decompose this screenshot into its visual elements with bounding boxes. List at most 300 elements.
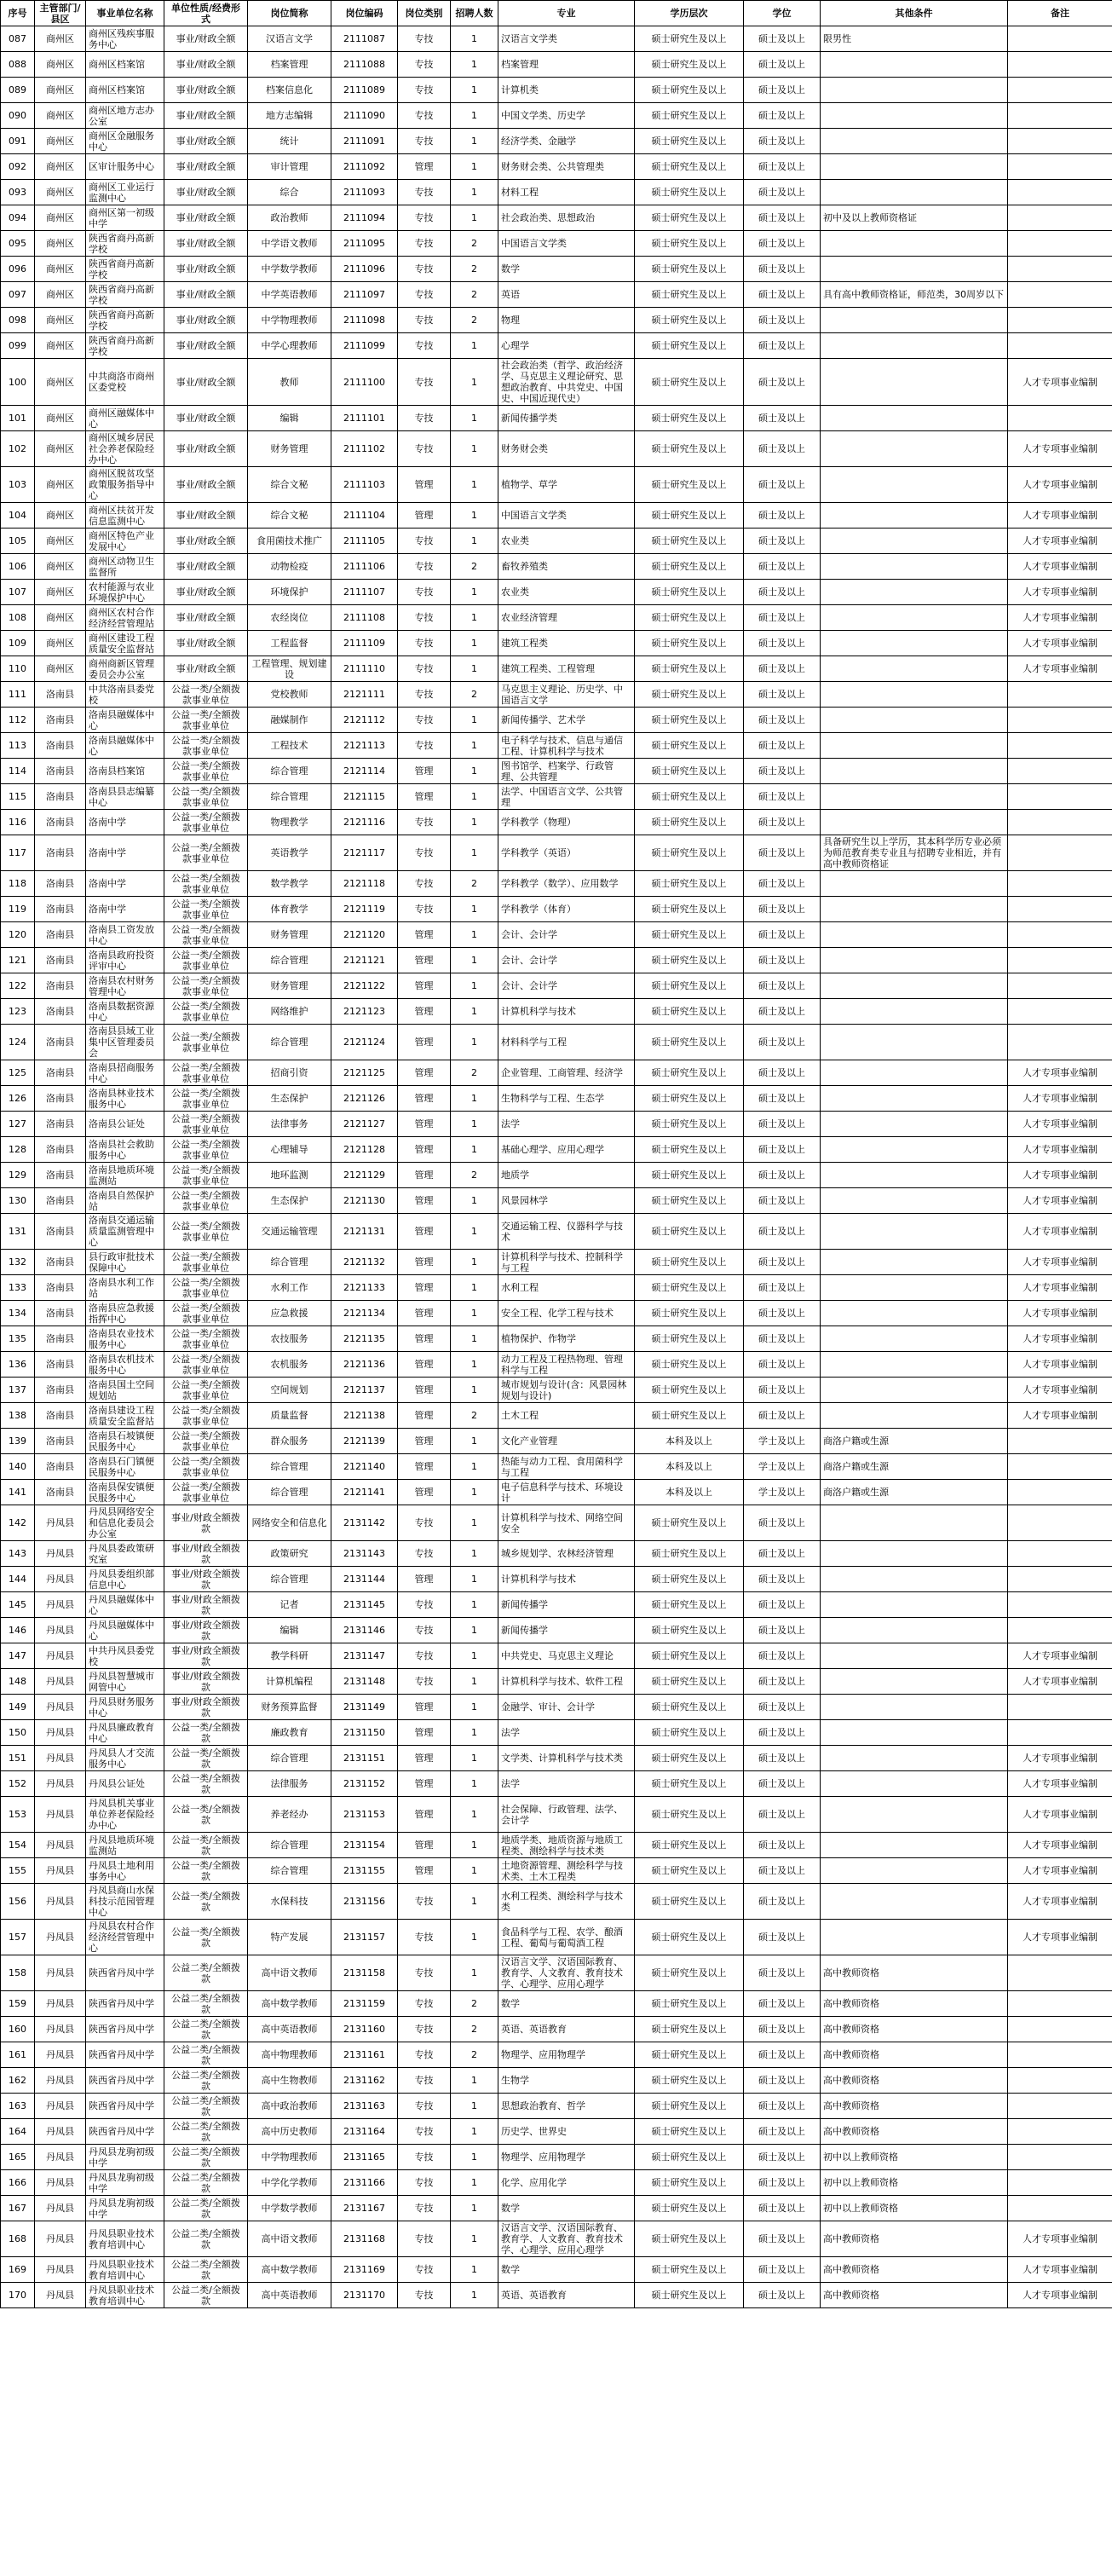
cell-post-name: 工程技术 xyxy=(248,733,331,759)
cell-post-category: 管理 xyxy=(398,1188,451,1214)
cell-post-category: 专技 xyxy=(398,810,451,835)
cell-post-code: 2121139 xyxy=(331,1429,398,1454)
cell-unit-nature: 公益二类/全额拨款 xyxy=(164,2221,248,2257)
cell-unit-nature: 事业/财政全额 xyxy=(164,257,248,282)
cell-department: 商州区 xyxy=(35,333,86,359)
cell-post-category: 专技 xyxy=(398,2094,451,2119)
cell-other-conditions: 高中教师资格 xyxy=(821,1955,1008,1991)
cell-hire-count: 1 xyxy=(451,154,498,180)
cell-hire-count: 1 xyxy=(451,1643,498,1669)
cell-hire-count: 1 xyxy=(451,1250,498,1275)
cell-department: 洛南县 xyxy=(35,1137,86,1163)
cell-post-category: 管理 xyxy=(398,1137,451,1163)
cell-post-name: 高中数学教师 xyxy=(248,2257,331,2283)
table-row xyxy=(1,2094,1112,2119)
cell-remarks: 人才专项事业编制 xyxy=(1008,1086,1112,1112)
cell-other-conditions xyxy=(821,308,1008,333)
cell-index: 161 xyxy=(1,2042,35,2068)
cell-unit-nature: 事业/财政全额 xyxy=(164,503,248,528)
cell-post-code: 2111099 xyxy=(331,333,398,359)
cell-post-code: 2111108 xyxy=(331,605,398,631)
cell-department: 洛南县 xyxy=(35,948,86,973)
table-row xyxy=(1,1643,1112,1669)
cell-index: 150 xyxy=(1,1720,35,1746)
cell-post-code: 2111091 xyxy=(331,129,398,154)
cell-other-conditions xyxy=(821,503,1008,528)
cell-other-conditions: 限男性 xyxy=(821,26,1008,52)
cell-degree: 硕士及以上 xyxy=(744,2017,821,2042)
cell-other-conditions xyxy=(821,948,1008,973)
table-row xyxy=(1,26,1112,52)
cell-remarks xyxy=(1008,333,1112,359)
cell-post-category: 专技 xyxy=(398,231,451,257)
cell-unit-nature: 事业/财政全额 xyxy=(164,154,248,180)
cell-unit-name: 丹凤县土地利用事务中心 xyxy=(86,1858,164,1884)
cell-hire-count: 2 xyxy=(451,2042,498,2068)
cell-hire-count: 1 xyxy=(451,999,498,1025)
cell-post-name: 心理辅导 xyxy=(248,1137,331,1163)
cell-hire-count: 1 xyxy=(451,2119,498,2145)
cell-remarks: 人才专项事业编制 xyxy=(1008,1771,1112,1797)
table-row xyxy=(1,2170,1112,2196)
table-row xyxy=(1,467,1112,503)
cell-remarks xyxy=(1008,871,1112,897)
cell-index: 148 xyxy=(1,1669,35,1695)
cell-post-code: 2111092 xyxy=(331,154,398,180)
cell-unit-nature: 事业/财政全额 xyxy=(164,52,248,78)
cell-remarks: 人才专项事业编制 xyxy=(1008,1858,1112,1884)
cell-degree: 硕士及以上 xyxy=(744,631,821,656)
cell-post-name: 中学物理教师 xyxy=(248,308,331,333)
cell-department: 商州区 xyxy=(35,656,86,682)
cell-hire-count: 1 xyxy=(451,2283,498,2308)
cell-index: 168 xyxy=(1,2221,35,2257)
cell-other-conditions: 具备研究生以上学历，其本科学历专业必须为师范教育类专业且与招聘专业相近，并有高中教师资格证 xyxy=(821,835,1008,871)
cell-post-category: 管理 xyxy=(398,1025,451,1060)
cell-post-code: 2121135 xyxy=(331,1326,398,1352)
cell-hire-count: 1 xyxy=(451,1884,498,1920)
cell-degree: 硕士及以上 xyxy=(744,999,821,1025)
cell-index: 143 xyxy=(1,1541,35,1567)
cell-post-code: 2111109 xyxy=(331,631,398,656)
cell-other-conditions xyxy=(821,154,1008,180)
cell-post-name: 廉政教育 xyxy=(248,1720,331,1746)
cell-hire-count: 1 xyxy=(451,1480,498,1505)
cell-major: 心理学 xyxy=(498,333,635,359)
cell-degree: 硕士及以上 xyxy=(744,1771,821,1797)
table-row xyxy=(1,1955,1112,1991)
cell-post-name: 综合管理 xyxy=(248,784,331,810)
cell-degree: 硕士及以上 xyxy=(744,180,821,205)
cell-major: 风景园林学 xyxy=(498,1188,635,1214)
cell-post-name: 中学语文教师 xyxy=(248,231,331,257)
cell-post-category: 专技 xyxy=(398,129,451,154)
table-row xyxy=(1,682,1112,708)
table-row xyxy=(1,503,1112,528)
cell-degree: 硕士及以上 xyxy=(744,103,821,129)
cell-unit-name: 丹凤县廉政教育中心 xyxy=(86,1720,164,1746)
cell-post-code: 2131169 xyxy=(331,2257,398,2283)
cell-post-code: 2131149 xyxy=(331,1695,398,1720)
cell-index: 102 xyxy=(1,431,35,467)
cell-unit-nature: 公益一类/全额拨款事业单位 xyxy=(164,897,248,922)
cell-unit-name: 洛南中学 xyxy=(86,871,164,897)
cell-other-conditions xyxy=(821,1618,1008,1643)
cell-index: 167 xyxy=(1,2196,35,2221)
cell-post-name: 综合管理 xyxy=(248,1833,331,1858)
cell-major: 水利工程 xyxy=(498,1275,635,1301)
cell-major: 汉语言文学、汉语国际教育、教育学、人文教育、教育技术学、心理学、应用心理学 xyxy=(498,2221,635,2257)
cell-department: 丹凤县 xyxy=(35,1618,86,1643)
table-row xyxy=(1,897,1112,922)
cell-education: 硕士研究生及以上 xyxy=(635,1669,744,1695)
cell-degree: 硕士及以上 xyxy=(744,708,821,733)
cell-other-conditions xyxy=(821,999,1008,1025)
cell-post-name: 生态保护 xyxy=(248,1188,331,1214)
cell-unit-name: 洛南县保安镇便民服务中心 xyxy=(86,1480,164,1505)
cell-degree: 硕士及以上 xyxy=(744,1643,821,1669)
cell-remarks xyxy=(1008,1955,1112,1991)
cell-education: 硕士研究生及以上 xyxy=(635,1618,744,1643)
table-row xyxy=(1,1112,1112,1137)
cell-department: 商州区 xyxy=(35,308,86,333)
cell-department: 商州区 xyxy=(35,78,86,103)
cell-degree: 硕士及以上 xyxy=(744,129,821,154)
cell-department: 商州区 xyxy=(35,52,86,78)
cell-degree: 硕士及以上 xyxy=(744,2283,821,2308)
cell-unit-name: 丹凤县机关事业单位养老保险经办中心 xyxy=(86,1797,164,1833)
cell-index: 118 xyxy=(1,871,35,897)
cell-education: 硕士研究生及以上 xyxy=(635,129,744,154)
cell-post-category: 专技 xyxy=(398,2257,451,2283)
cell-department: 商州区 xyxy=(35,103,86,129)
cell-other-conditions xyxy=(821,922,1008,948)
cell-post-category: 专技 xyxy=(398,2145,451,2170)
cell-unit-nature: 公益二类/全额拨款 xyxy=(164,2196,248,2221)
cell-other-conditions: 初中以上教师资格 xyxy=(821,2170,1008,2196)
table-row xyxy=(1,2145,1112,2170)
cell-remarks: 人才专项事业编制 xyxy=(1008,1669,1112,1695)
cell-post-name: 质量监督 xyxy=(248,1403,331,1429)
cell-major: 财务财会类、公共管理类 xyxy=(498,154,635,180)
cell-hire-count: 1 xyxy=(451,406,498,431)
cell-post-code: 2111094 xyxy=(331,205,398,231)
cell-post-name: 水利工作 xyxy=(248,1275,331,1301)
cell-unit-nature: 事业/财政全额 xyxy=(164,308,248,333)
header-unit-nature: 单位性质/经费形式 xyxy=(164,1,248,26)
cell-post-category: 专技 xyxy=(398,257,451,282)
cell-hire-count: 1 xyxy=(451,1429,498,1454)
cell-post-category: 专技 xyxy=(398,682,451,708)
cell-remarks xyxy=(1008,26,1112,52)
table-row xyxy=(1,1403,1112,1429)
cell-post-category: 专技 xyxy=(398,282,451,308)
cell-remarks: 人才专项事业编制 xyxy=(1008,1301,1112,1326)
cell-education: 硕士研究生及以上 xyxy=(635,1771,744,1797)
cell-major: 会计、会计学 xyxy=(498,973,635,999)
cell-unit-name: 丹凤县农村合作经济经营管理中心 xyxy=(86,1920,164,1955)
cell-post-category: 管理 xyxy=(398,759,451,784)
cell-hire-count: 2 xyxy=(451,1403,498,1429)
cell-index: 112 xyxy=(1,708,35,733)
cell-post-code: 2131156 xyxy=(331,1884,398,1920)
cell-unit-name: 丹凤县商山水保科技示范园管理中心 xyxy=(86,1884,164,1920)
cell-hire-count: 1 xyxy=(451,1112,498,1137)
table-row xyxy=(1,103,1112,129)
cell-index: 132 xyxy=(1,1250,35,1275)
table-row xyxy=(1,257,1112,282)
cell-post-category: 专技 xyxy=(398,528,451,554)
table-row xyxy=(1,205,1112,231)
cell-degree: 硕士及以上 xyxy=(744,1301,821,1326)
cell-post-name: 水保科技 xyxy=(248,1884,331,1920)
cell-department: 丹凤县 xyxy=(35,2094,86,2119)
cell-hire-count: 1 xyxy=(451,922,498,948)
cell-degree: 硕士及以上 xyxy=(744,406,821,431)
cell-education: 本科及以上 xyxy=(635,1429,744,1454)
cell-education: 硕士研究生及以上 xyxy=(635,103,744,129)
cell-post-code: 2111101 xyxy=(331,406,398,431)
cell-unit-name: 中共丹凤县委党校 xyxy=(86,1643,164,1669)
table-row xyxy=(1,1352,1112,1378)
cell-hire-count: 1 xyxy=(451,1746,498,1771)
cell-department: 商州区 xyxy=(35,257,86,282)
cell-post-code: 2111105 xyxy=(331,528,398,554)
cell-post-category: 专技 xyxy=(398,656,451,682)
cell-department: 商州区 xyxy=(35,580,86,605)
cell-post-code: 2111106 xyxy=(331,554,398,580)
cell-hire-count: 1 xyxy=(451,333,498,359)
cell-post-code: 2111096 xyxy=(331,257,398,282)
cell-degree: 硕士及以上 xyxy=(744,2094,821,2119)
cell-degree: 硕士及以上 xyxy=(744,1567,821,1592)
cell-post-code: 2111097 xyxy=(331,282,398,308)
cell-major: 思想政治教育、哲学 xyxy=(498,2094,635,2119)
cell-department: 洛南县 xyxy=(35,1275,86,1301)
cell-remarks xyxy=(1008,2094,1112,2119)
cell-other-conditions: 高中教师资格 xyxy=(821,2017,1008,2042)
cell-unit-nature: 公益一类/全额拨款事业单位 xyxy=(164,999,248,1025)
cell-education: 硕士研究生及以上 xyxy=(635,2068,744,2094)
cell-remarks: 人才专项事业编制 xyxy=(1008,1643,1112,1669)
cell-unit-name: 洛南县地质环境监测站 xyxy=(86,1163,164,1188)
cell-unit-nature: 公益一类/全额拨款事业单位 xyxy=(164,948,248,973)
cell-remarks xyxy=(1008,1592,1112,1618)
cell-post-name: 综合文秘 xyxy=(248,503,331,528)
cell-education: 硕士研究生及以上 xyxy=(635,2145,744,2170)
cell-degree: 硕士及以上 xyxy=(744,2221,821,2257)
cell-education: 硕士研究生及以上 xyxy=(635,2170,744,2196)
cell-hire-count: 1 xyxy=(451,1797,498,1833)
cell-major: 电子信息科学与技术、环境设计 xyxy=(498,1480,635,1505)
cell-post-code: 2121131 xyxy=(331,1214,398,1250)
cell-education: 硕士研究生及以上 xyxy=(635,835,744,871)
cell-major: 新闻传播学、艺术学 xyxy=(498,708,635,733)
cell-hire-count: 2 xyxy=(451,1991,498,2017)
table-row xyxy=(1,359,1112,406)
cell-education: 硕士研究生及以上 xyxy=(635,406,744,431)
cell-education: 硕士研究生及以上 xyxy=(635,2283,744,2308)
cell-education: 硕士研究生及以上 xyxy=(635,682,744,708)
cell-department: 洛南县 xyxy=(35,1086,86,1112)
cell-index: 136 xyxy=(1,1352,35,1378)
cell-remarks xyxy=(1008,282,1112,308)
cell-major: 法学 xyxy=(498,1720,635,1746)
cell-index: 095 xyxy=(1,231,35,257)
cell-index: 089 xyxy=(1,78,35,103)
cell-post-code: 2111088 xyxy=(331,52,398,78)
cell-degree: 硕士及以上 xyxy=(744,1403,821,1429)
table-row xyxy=(1,999,1112,1025)
cell-major: 历史学、世界史 xyxy=(498,2119,635,2145)
cell-post-name: 工程管理、规划建设 xyxy=(248,656,331,682)
cell-hire-count: 1 xyxy=(451,759,498,784)
cell-post-name: 综合管理 xyxy=(248,1025,331,1060)
cell-department: 丹凤县 xyxy=(35,2221,86,2257)
cell-department: 洛南县 xyxy=(35,682,86,708)
cell-major: 英语、英语教育 xyxy=(498,2283,635,2308)
cell-post-code: 2131142 xyxy=(331,1505,398,1541)
cell-unit-name: 商州区残疾事服务中心 xyxy=(86,26,164,52)
cell-post-code: 2121125 xyxy=(331,1060,398,1086)
cell-unit-nature: 公益一类/全额拨款 xyxy=(164,1797,248,1833)
cell-post-name: 高中英语教师 xyxy=(248,2283,331,2308)
cell-department: 商州区 xyxy=(35,129,86,154)
cell-department: 商州区 xyxy=(35,467,86,503)
cell-major: 档案管理 xyxy=(498,52,635,78)
cell-education: 硕士研究生及以上 xyxy=(635,1060,744,1086)
cell-other-conditions xyxy=(821,1275,1008,1301)
cell-post-name: 动物检疫 xyxy=(248,554,331,580)
cell-post-category: 管理 xyxy=(398,1250,451,1275)
cell-other-conditions xyxy=(821,52,1008,78)
cell-other-conditions xyxy=(821,1378,1008,1403)
cell-post-category: 专技 xyxy=(398,2068,451,2094)
cell-unit-name: 陕西省丹凤中学 xyxy=(86,2068,164,2094)
cell-hire-count: 1 xyxy=(451,631,498,656)
cell-unit-name: 陕西省商丹高新学校 xyxy=(86,282,164,308)
table-row xyxy=(1,733,1112,759)
cell-index: 111 xyxy=(1,682,35,708)
cell-post-code: 2121138 xyxy=(331,1403,398,1429)
cell-other-conditions: 高中教师资格 xyxy=(821,1991,1008,2017)
cell-unit-nature: 公益一类/全额拨款 xyxy=(164,1771,248,1797)
cell-other-conditions: 高中教师资格 xyxy=(821,2094,1008,2119)
cell-remarks xyxy=(1008,1480,1112,1505)
cell-unit-nature: 公益一类/全额拨款事业单位 xyxy=(164,1326,248,1352)
cell-education: 硕士研究生及以上 xyxy=(635,1884,744,1920)
cell-post-category: 管理 xyxy=(398,1858,451,1884)
cell-other-conditions xyxy=(821,1214,1008,1250)
cell-other-conditions xyxy=(821,467,1008,503)
cell-education: 硕士研究生及以上 xyxy=(635,1955,744,1991)
cell-degree: 硕士及以上 xyxy=(744,605,821,631)
cell-index: 144 xyxy=(1,1567,35,1592)
header-degree: 学位 xyxy=(744,1,821,26)
cell-other-conditions xyxy=(821,1352,1008,1378)
table-row xyxy=(1,1541,1112,1567)
cell-unit-name: 洛南县融媒体中心 xyxy=(86,733,164,759)
table-row xyxy=(1,1592,1112,1618)
cell-department: 洛南县 xyxy=(35,1163,86,1188)
cell-post-name: 教师 xyxy=(248,359,331,406)
cell-index: 117 xyxy=(1,835,35,871)
cell-remarks xyxy=(1008,2145,1112,2170)
cell-hire-count: 1 xyxy=(451,1454,498,1480)
cell-degree: 硕士及以上 xyxy=(744,580,821,605)
cell-post-name: 财务预算监督 xyxy=(248,1695,331,1720)
cell-remarks: 人才专项事业编制 xyxy=(1008,1250,1112,1275)
cell-unit-name: 洛南县交通运输质量监测管理中心 xyxy=(86,1214,164,1250)
table-row xyxy=(1,922,1112,948)
cell-degree: 硕士及以上 xyxy=(744,205,821,231)
cell-degree: 硕士及以上 xyxy=(744,1060,821,1086)
cell-remarks: 人才专项事业编制 xyxy=(1008,1326,1112,1352)
cell-hire-count: 1 xyxy=(451,528,498,554)
table-row xyxy=(1,1429,1112,1454)
cell-unit-nature: 事业/财政全额拨款 xyxy=(164,1505,248,1541)
header-education: 学历层次 xyxy=(635,1,744,26)
cell-major: 材料工程 xyxy=(498,180,635,205)
table-row xyxy=(1,1137,1112,1163)
cell-education: 硕士研究生及以上 xyxy=(635,1797,744,1833)
cell-other-conditions xyxy=(821,1301,1008,1326)
cell-remarks xyxy=(1008,2196,1112,2221)
cell-post-name: 编辑 xyxy=(248,1618,331,1643)
cell-unit-name: 中共洛南县委党校 xyxy=(86,682,164,708)
cell-education: 硕士研究生及以上 xyxy=(635,1991,744,2017)
table-row xyxy=(1,180,1112,205)
cell-unit-nature: 事业/财政全额拨款 xyxy=(164,1567,248,1592)
cell-post-code: 2131161 xyxy=(331,2042,398,2068)
cell-unit-nature: 公益一类/全额拨款事业单位 xyxy=(164,759,248,784)
cell-post-code: 2121133 xyxy=(331,1275,398,1301)
cell-other-conditions xyxy=(821,759,1008,784)
table-row xyxy=(1,810,1112,835)
cell-unit-nature: 公益二类/全额拨款 xyxy=(164,2170,248,2196)
cell-other-conditions xyxy=(821,871,1008,897)
cell-department: 丹凤县 xyxy=(35,1884,86,1920)
cell-unit-nature: 公益一类/全额拨款事业单位 xyxy=(164,1112,248,1137)
cell-department: 商州区 xyxy=(35,26,86,52)
cell-hire-count: 1 xyxy=(451,1833,498,1858)
cell-hire-count: 1 xyxy=(451,810,498,835)
cell-unit-name: 陕西省丹凤中学 xyxy=(86,2094,164,2119)
cell-post-category: 专技 xyxy=(398,897,451,922)
cell-hire-count: 1 xyxy=(451,1352,498,1378)
cell-unit-nature: 公益一类/全额拨款事业单位 xyxy=(164,1188,248,1214)
cell-hire-count: 2 xyxy=(451,2017,498,2042)
cell-education: 硕士研究生及以上 xyxy=(635,257,744,282)
cell-unit-name: 陕西省丹凤中学 xyxy=(86,2042,164,2068)
cell-education: 硕士研究生及以上 xyxy=(635,1301,744,1326)
cell-post-category: 管理 xyxy=(398,1060,451,1086)
cell-post-code: 2111110 xyxy=(331,656,398,682)
cell-unit-name: 洛南县农机技术服务中心 xyxy=(86,1352,164,1378)
cell-post-code: 2131159 xyxy=(331,1991,398,2017)
cell-index: 122 xyxy=(1,973,35,999)
cell-department: 丹凤县 xyxy=(35,2145,86,2170)
cell-hire-count: 1 xyxy=(451,431,498,467)
cell-unit-name: 洛南县农村财务管理中心 xyxy=(86,973,164,999)
cell-hire-count: 1 xyxy=(451,656,498,682)
cell-post-name: 招商引资 xyxy=(248,1060,331,1086)
cell-major: 会计、会计学 xyxy=(498,922,635,948)
cell-education: 硕士研究生及以上 xyxy=(635,2017,744,2042)
cell-post-code: 2131143 xyxy=(331,1541,398,1567)
cell-post-category: 专技 xyxy=(398,554,451,580)
cell-major: 热能与动力工程、食用菌科学与工程 xyxy=(498,1454,635,1480)
